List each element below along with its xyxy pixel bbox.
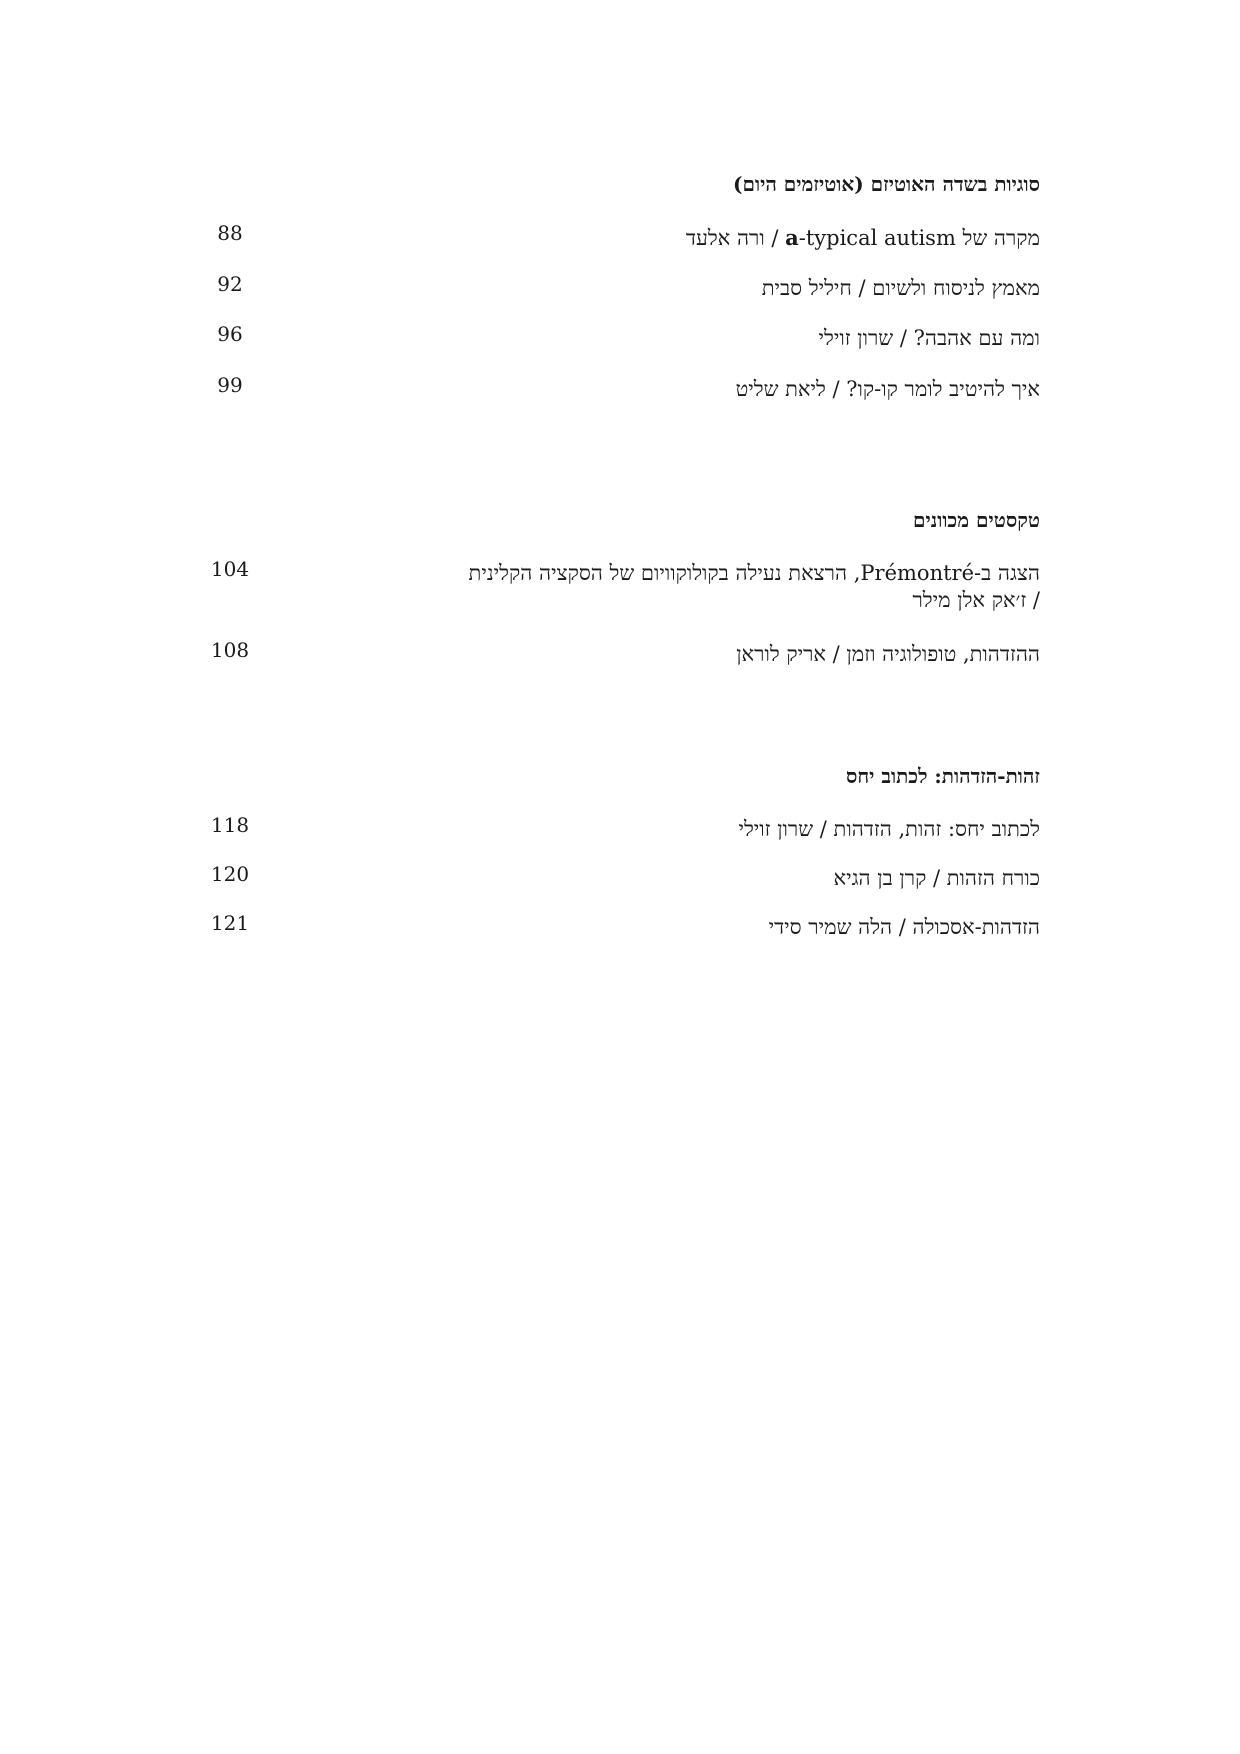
entry-title-latin: [785, 226, 956, 250]
page-number: 120: [210, 862, 250, 886]
entry-title: הזדהות-אסכולה / הלה שמיר סידי: [768, 915, 1040, 939]
toc-section-identity: [200, 762, 1040, 790]
entry-title: איך להיטיב לומר קו-קו? / ליאת שליט: [735, 377, 1040, 401]
entry-author: / ורה אלעד: [685, 226, 786, 250]
page-number: 108: [210, 638, 250, 662]
entry-title-part: , הרצאת נעילה בקולוקוויום של הסקציה הקלינית: [468, 561, 861, 585]
entry-title-part: הצגה ב-: [974, 561, 1040, 585]
section-title: זהות-הזדהות: לכתוב יחס: [845, 764, 1040, 788]
page-number: 92: [217, 272, 243, 296]
entry-title-latin: Prémontré: [860, 561, 975, 585]
toc-section-directed-texts: [200, 506, 1040, 534]
entry-title: כורח הזהות / קרן בן הגיא: [833, 866, 1040, 890]
page-number: 88: [217, 221, 243, 245]
entry-title: ההזדהות, טופולוגיה וזמן / אריק לוראן: [736, 642, 1040, 666]
entry-title: מאמץ לניסוח ולשיום / חיליל סבית: [761, 276, 1040, 300]
page-number: 96: [217, 322, 243, 346]
entry-title: [400, 560, 1040, 614]
entry-title-part: מקרה של: [955, 226, 1040, 250]
page-number: 104: [210, 557, 250, 581]
section-title: טקסטים מכוונים: [912, 508, 1040, 532]
entry-title: ומה עם אהבה? / שרון זוילי: [818, 326, 1040, 350]
section-title: סוגיות בשדה האוטיזם (אוטיזמים היום): [733, 172, 1040, 196]
entry-title: לכתוב יחס: זהות, הזדהות / שרון זוילי: [738, 817, 1040, 841]
entry-title: [400, 224, 1040, 252]
entry-title-latin-bold: a: [785, 225, 799, 250]
entry-author: / ז׳אק אלן מילר: [912, 588, 1040, 612]
page-number: 118: [210, 813, 250, 837]
entry-title-line-1: [400, 560, 1040, 587]
page-number: 121: [210, 911, 250, 935]
page-number: 99: [217, 373, 243, 397]
entry-title-latin-rest: -typical autism: [798, 226, 956, 250]
toc-section-autism: [200, 170, 1040, 198]
